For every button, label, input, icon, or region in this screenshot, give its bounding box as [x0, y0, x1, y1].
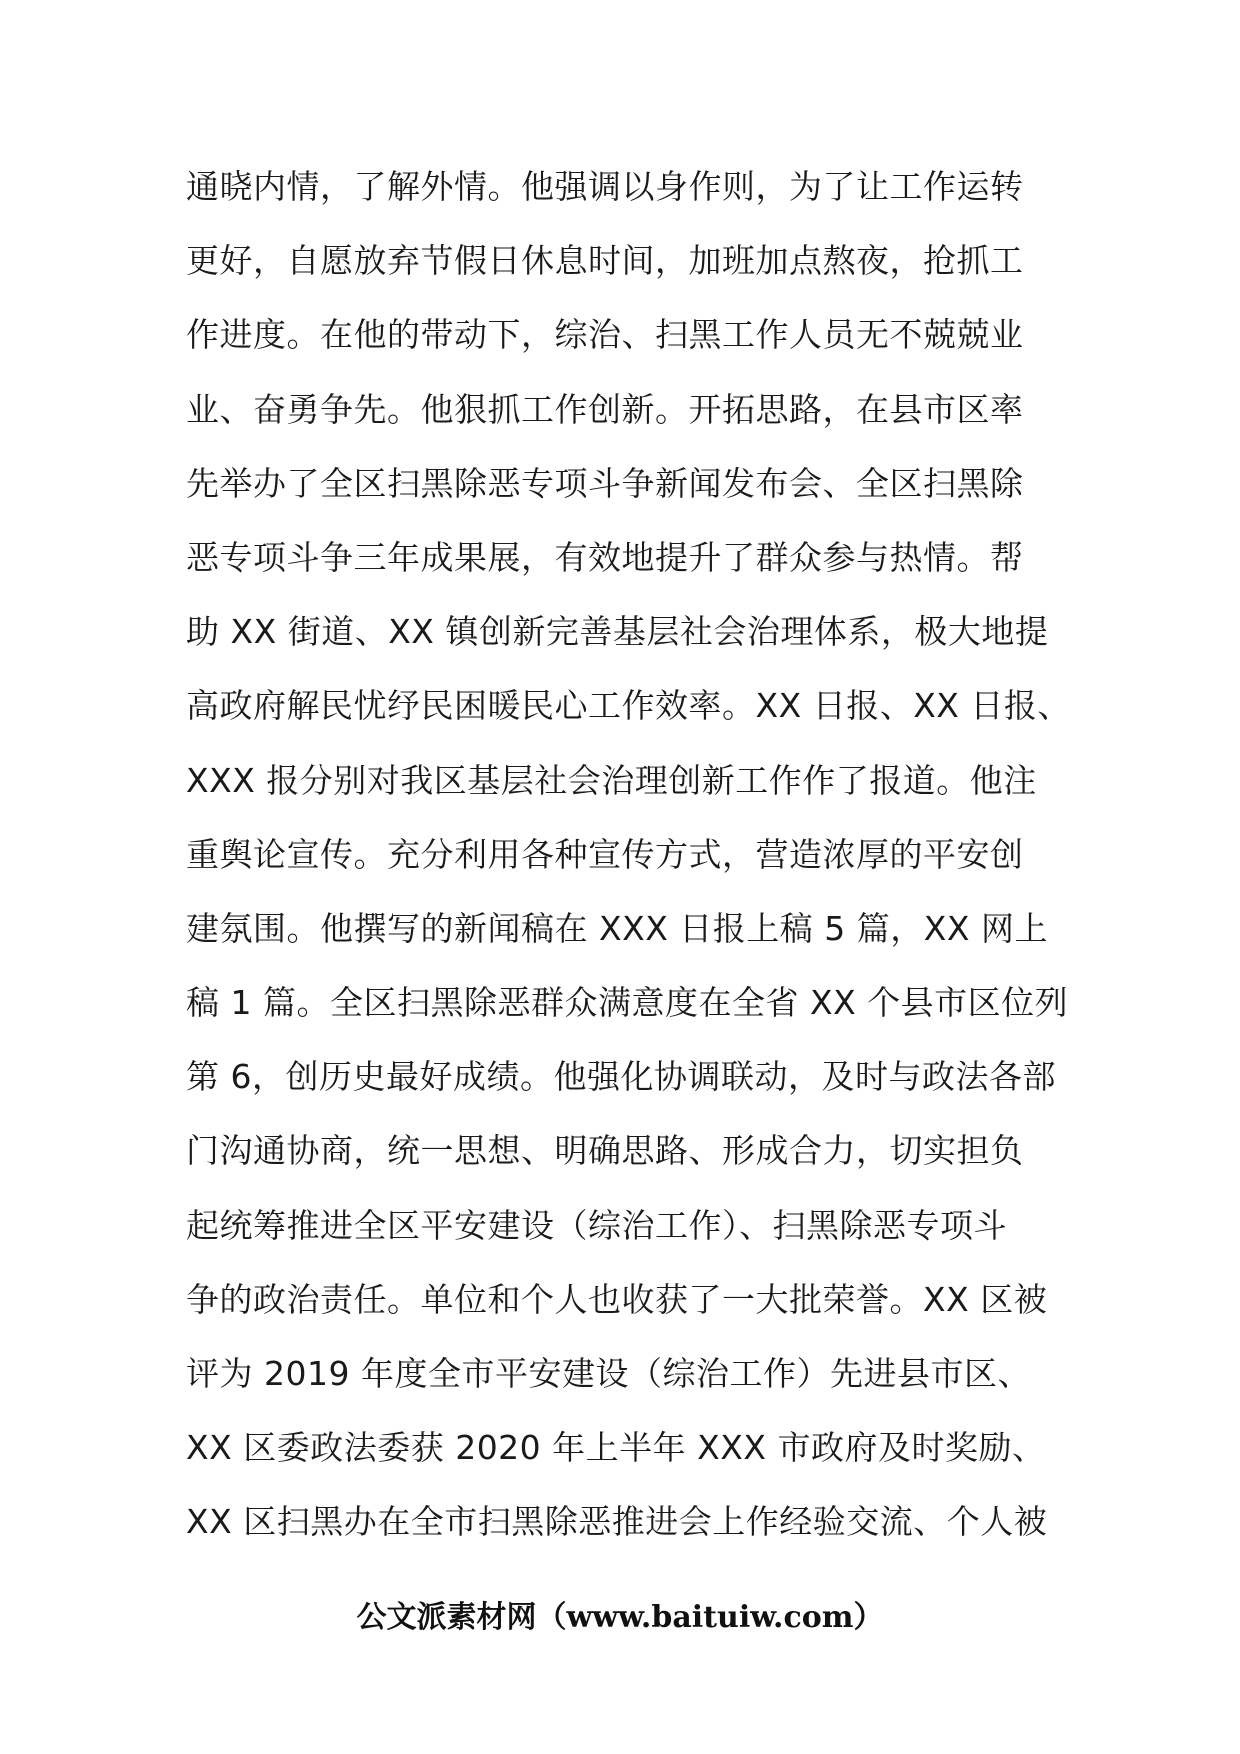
text-line: 业、奋勇争先。他狠抓工作创新。开拓思路，在县市区率: [186, 389, 1024, 429]
text-line: 重舆论宣传。充分利用各种宣传方式，营造浓厚的平安创: [186, 834, 1024, 874]
text-line: 作进度。在他的带动下，综治、扫黑工作人员无不兢兢业: [186, 315, 1024, 355]
text-line: 恶专项斗争三年成果展，有效地提升了群众参与热情。帮: [186, 537, 1024, 577]
text-line: 高政府解民忧纾民困暖民心工作效率。XX 日报、XX 日报、: [186, 686, 1071, 726]
text-line: XX 区委政法委获 2020 年上半年 XXX 市政府及时奖励、: [186, 1428, 1046, 1468]
text-line: 评为 2019 年度全市平安建设（综治工作）先进县市区、: [186, 1354, 1031, 1393]
text-line: 第 6，创历史最好成绩。他强化协调联动，及时与政法各部: [186, 1057, 1056, 1097]
text-line: 建氛围。他撰写的新闻稿在 XXX 日报上稿 5 篇，XX 网上: [186, 908, 1048, 948]
text-line: 更好，自愿放弃节假日休息时间，加班加点熬夜，抢抓工: [186, 241, 1024, 281]
body-text: [186, 150, 1071, 1560]
text-line: 通晓内情，了解外情。他强调以身作则，为了让工作运转: [186, 167, 1024, 206]
text-line: XX 区扫黑办在全市扫黑除恶推进会上作经验交流、个人被: [186, 1502, 1048, 1542]
text-line: 门沟通协商，统一思想、明确思路、形成合力，切实担负: [186, 1131, 1024, 1171]
text-line: 助 XX 街道、XX 镇创新完善基层社会治理体系，极大地提: [186, 612, 1049, 652]
footer-source: 公文派素材网（www.baituiw.com）: [356, 1600, 884, 1635]
text-line: 稿 1 篇。全区扫黑除恶群众满意度在全省 XX 个县市区位列: [186, 983, 1069, 1023]
text-line: 起统筹推进全区平安建设（综治工作）、扫黑除恶专项斗: [186, 1205, 1007, 1245]
text-line: 先举办了全区扫黑除恶专项斗争新闻发布会、全区扫黑除: [186, 463, 1024, 503]
text-line: XXX 报分别对我区基层社会治理创新工作作了报道。他注: [186, 760, 1037, 800]
text-line: 争的政治责任。单位和个人也收获了一大批荣誉。XX 区被: [186, 1279, 1048, 1319]
